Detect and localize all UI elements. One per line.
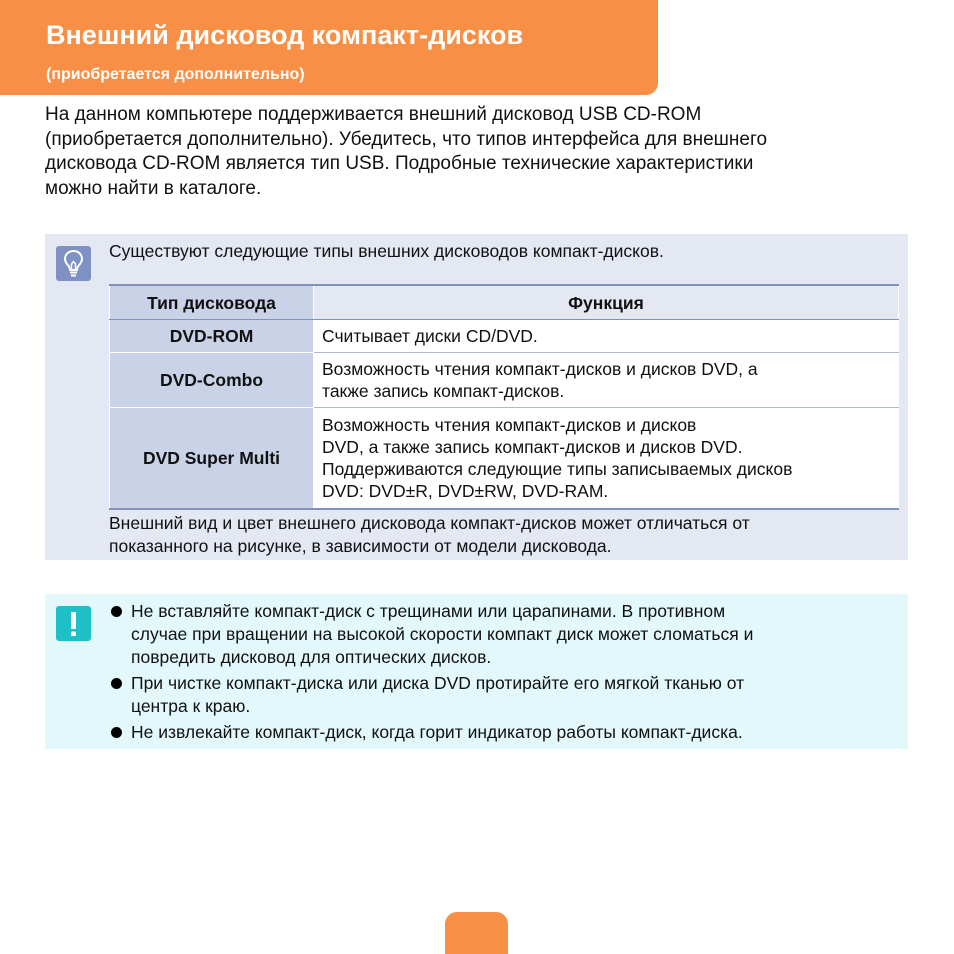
warning-list [109, 600, 753, 744]
column-header-function: Функция [314, 285, 899, 320]
warning-line: повредить дисковод для оптических дисков. [131, 647, 492, 667]
note-line: показанного на рисунке, в зависимости от модели дисковода. [109, 536, 612, 556]
warning-box [45, 594, 908, 749]
table-row [110, 408, 899, 509]
intro-line: дисковода CD-ROM является тип USB. Подробные технические характеристики [45, 153, 754, 174]
bullet-icon [111, 727, 122, 738]
table-row [110, 320, 899, 353]
warning-line: центра к краю. [131, 696, 251, 716]
function-line: DVD: DVD±R, DVD±RW, DVD-RAM. [322, 480, 609, 501]
section-header [0, 0, 658, 95]
bullet-icon [111, 606, 122, 617]
exclamation-icon [56, 606, 91, 641]
drive-function-cell [314, 353, 899, 408]
intro-line: можно найти в каталоге. [45, 177, 262, 199]
drive-types-table [109, 284, 899, 510]
list-item [109, 600, 753, 669]
drive-type-cell: DVD Super Multi [110, 408, 314, 509]
table-row [110, 353, 899, 408]
drive-type-cell: DVD-ROM [110, 320, 314, 353]
bullet-icon [111, 678, 122, 689]
function-line: DVD, а также запись компакт-дисков и дисков DVD. [322, 436, 743, 457]
drive-function-cell [314, 320, 899, 353]
list-item [109, 672, 753, 718]
warning-line: случае при вращении на высокой скорости компакт диск может сломаться и [131, 624, 754, 644]
lightbulb-icon [56, 246, 91, 281]
function-line: также запись компакт-дисков. [322, 381, 565, 401]
function-line: Возможность чтения компакт-дисков и дисков [322, 414, 697, 435]
function-line: Считывает диски CD/DVD. [322, 326, 538, 346]
table-header-row [110, 285, 899, 320]
warning-line: Не вставляйте компакт-диск с трещинами или царапинами. В противном [131, 601, 726, 621]
tip-intro-text: Существуют следующие типы внешних дисководов компакт-дисков. [109, 241, 664, 261]
intro-paragraph [45, 103, 915, 201]
note-line: Внешний вид и цвет внешнего дисковода компакт-дисков может отличаться от [109, 513, 750, 533]
warning-line: При чистке компакт-диска или диска DVD протирайте его мягкой тканью от [131, 673, 745, 693]
drive-type-cell: DVD-Combo [110, 353, 314, 408]
function-line: Поддерживаются следующие типы записываемых дисков [322, 458, 793, 479]
intro-line: На данном компьютере поддерживается внешний дисковод USB CD-ROM [45, 104, 702, 125]
page-subtitle: (приобретается дополнительно) [46, 66, 305, 83]
tip-box [45, 234, 908, 560]
column-header-type: Тип дисковода [110, 285, 314, 320]
intro-line: (приобретается дополнительно). Убедитесь, что типов интерфейса для внешнего [45, 128, 768, 150]
list-item [109, 721, 753, 744]
function-line: Возможность чтения компакт-дисков и дисков DVD, а [322, 359, 758, 379]
page-number-tab [445, 912, 508, 954]
tip-note [109, 512, 750, 558]
drive-function-cell [314, 408, 899, 509]
page-title: Внешний дисковод компакт-дисков [46, 20, 524, 50]
warning-line: Не извлекайте компакт-диск, когда горит индикатор работы компакт-диска. [131, 722, 743, 742]
